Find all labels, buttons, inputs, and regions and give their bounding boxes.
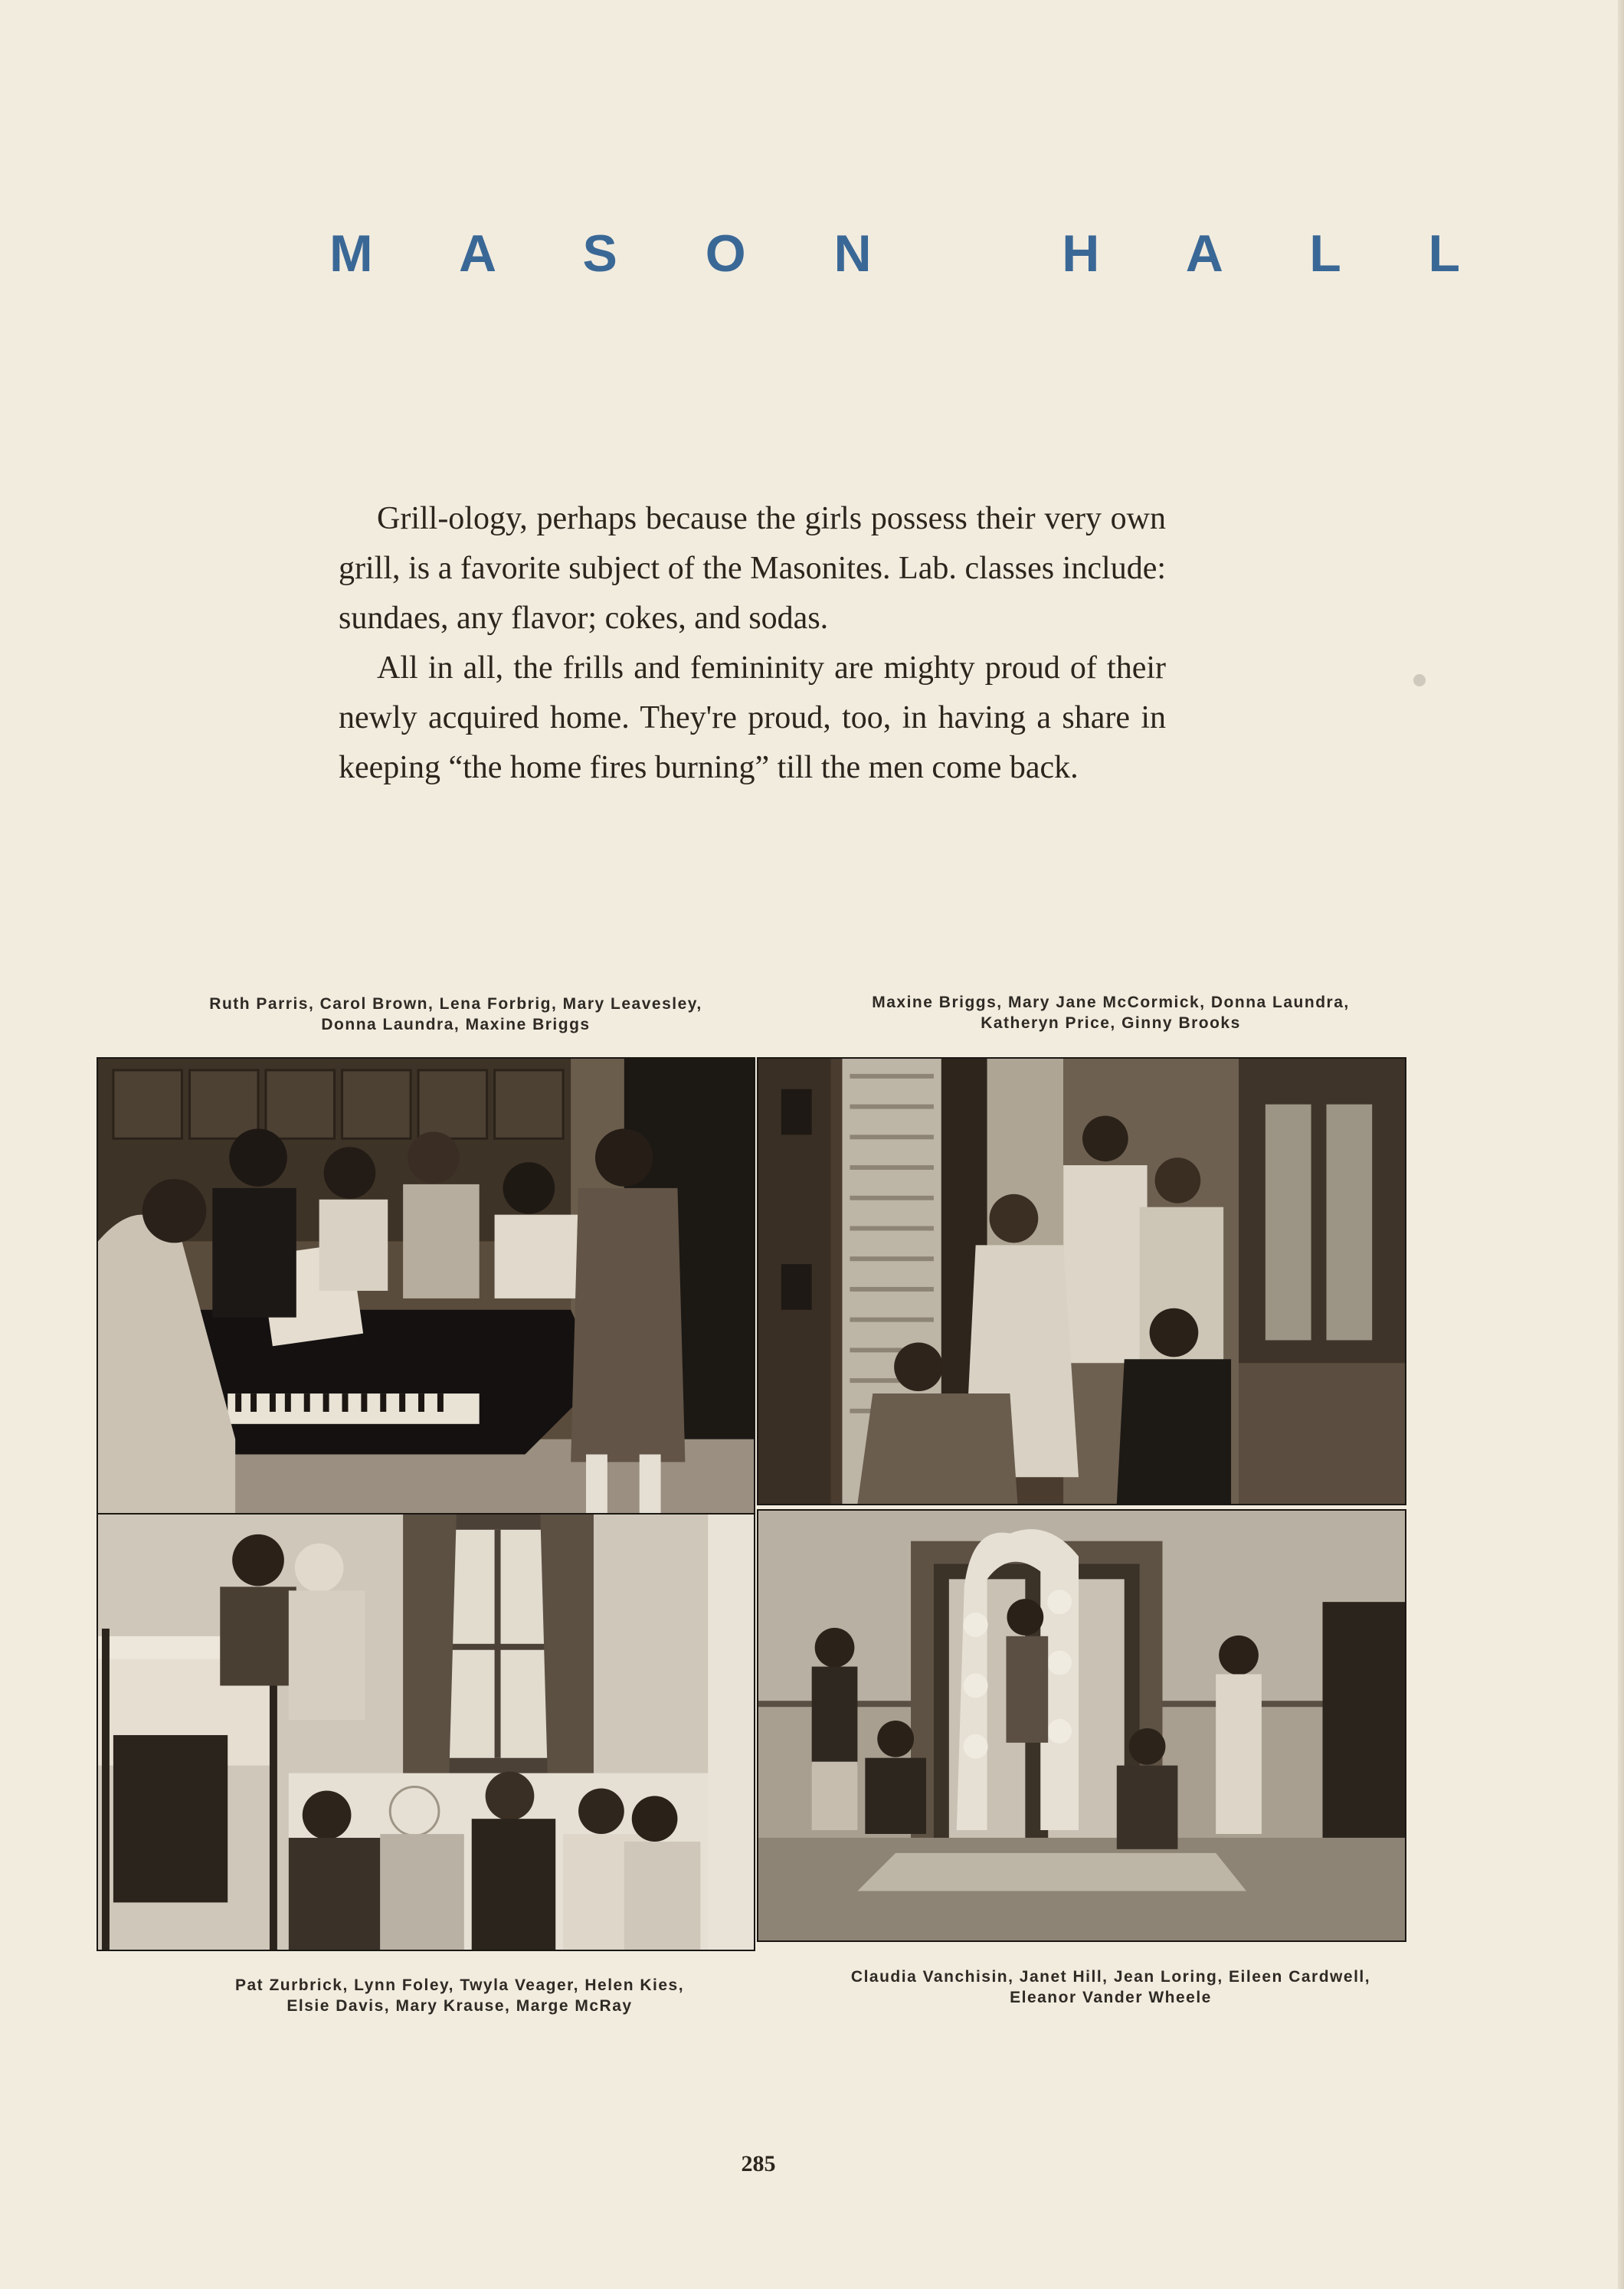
photo-piano-group (97, 1057, 755, 1518)
photo-decorated-doorway-image (758, 1511, 1405, 1940)
paper-speck (1413, 674, 1426, 686)
paragraph-2: All in all, the frills and femininity are mighty proud of their newly acquired home. They're proud, too, in having a share in keeping “the home fires burning” till the men come back. (339, 650, 1166, 785)
body-text (339, 494, 1166, 793)
caption-top-right-line1: Maxine Briggs, Mary Jane McCormick, Donna Laundra, (872, 994, 1350, 1011)
caption-top-right (774, 992, 1448, 1033)
caption-bottom-left-line1: Pat Zurbrick, Lynn Foley, Twyla Veager, Helen Kies, (234, 1976, 685, 1994)
caption-bottom-right-line1: Claudia Vanchisin, Janet Hill, Jean Loring, Eileen Cardwell, (850, 1968, 1371, 1986)
paragraph-1: Grill-ology, perhaps because the girls possess their very own grill, is a favorite subject of the Masonites. Lab. classes include: sundaes, any flavor; cokes, and sodas. (339, 501, 1166, 636)
page-edge (1618, 0, 1624, 2289)
caption-bottom-right-line2: Eleanor Vander Wheele (1010, 1989, 1212, 2006)
page-number: 285 (741, 2151, 776, 2176)
caption-bottom-left-line2: Elsie Davis, Mary Krause, Marge McRay (286, 1997, 633, 2015)
photo-mailbox-hallway-image (758, 1059, 1405, 1504)
caption-top-left-line1: Ruth Parris, Carol Brown, Lena Forbrig, Mary Leavesley, (209, 995, 702, 1013)
photo-mailbox-hallway (757, 1057, 1406, 1505)
caption-top-left (115, 994, 797, 1035)
photo-dorm-room (97, 1513, 755, 1951)
caption-bottom-right (774, 1966, 1448, 2008)
caption-bottom-left (115, 1975, 804, 2016)
photo-piano-group-image (98, 1059, 754, 1517)
caption-top-left-line2: Donna Laundra, Maxine Briggs (321, 1016, 591, 1033)
photo-decorated-doorway (757, 1509, 1406, 1942)
photo-dorm-room-image (98, 1515, 754, 1950)
caption-top-right-line2: Katheryn Price, Ginny Brooks (981, 1014, 1241, 1032)
page-title: M A S O N H A L L (329, 224, 1497, 283)
